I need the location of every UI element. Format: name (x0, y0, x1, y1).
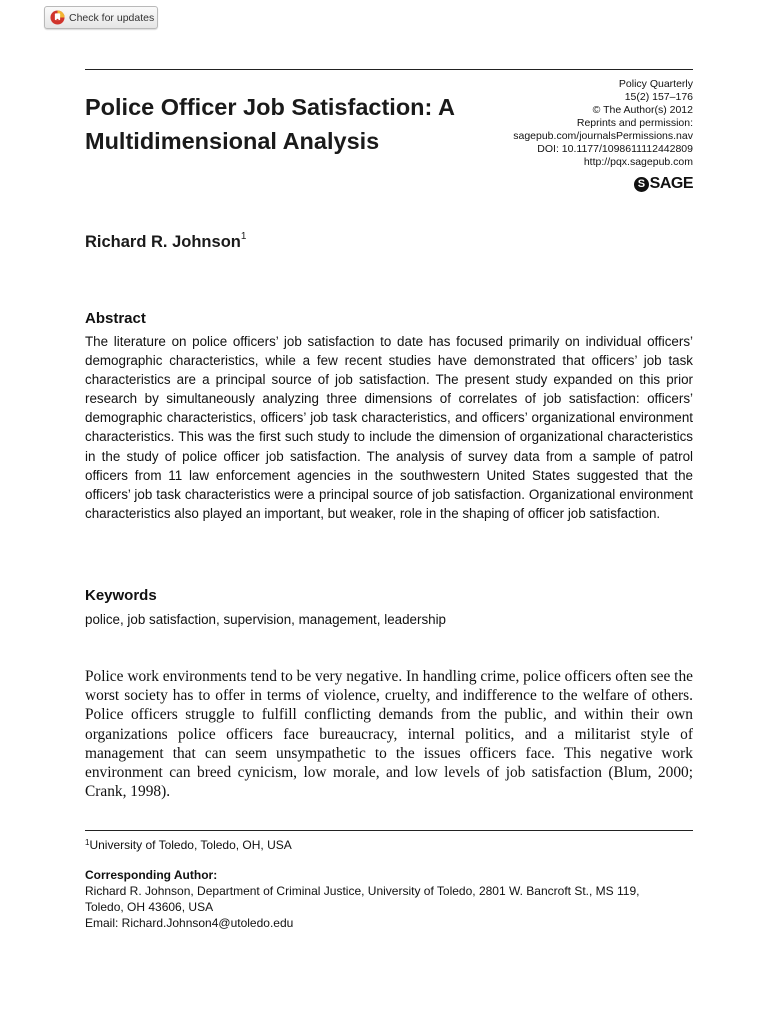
author-name-text: Richard R. Johnson (85, 233, 241, 251)
abstract-heading: Abstract (85, 310, 146, 327)
sage-logo-text: SAGE (649, 175, 693, 192)
corresponding-address-line1: Richard R. Johnson, Department of Criminal Justice, University of Toledo, 2801 W. Bancroft St., MS 119, (85, 884, 640, 898)
keywords-heading: Keywords (85, 587, 157, 604)
check-for-updates-button[interactable] (44, 6, 158, 29)
crossmark-icon (50, 10, 65, 25)
abstract-text: The literature on police officers’ job satisfaction to date has focused primarily on individual officers’ demographic characteristics, while a few recent studies have demonstrated that officers’ job task characteristics are a principal source of job satisfaction. The present study expanded on this prior research by simultaneously analyzing three dimensions of correlates of job satisfaction: officers’ demographic characteristics, officers’ job task characteristics, and officers’ organizational environment characteristics. This was the first such study to include the dimension of organizational characteristics in the study of police officer job satisfaction. The analysis of survey data from a sample of patrol officers from 11 law enforcement agencies in the southwestern United States suggested that the officers’ job task characteristics were a principal source of job satisfaction. Organizational environment characteristics also played an important, but weaker, role in the shaping of officer job satisfaction. (85, 334, 693, 521)
sage-logo-icon: S (634, 177, 649, 192)
article-title: Police Officer Job Satisfaction: A Multidimensional Analysis (85, 94, 455, 154)
journal-name: Policy Quarterly (618, 78, 693, 90)
affiliation-text: University of Toledo, Toledo, OH, USA (89, 838, 292, 852)
footnote-rule (85, 830, 693, 831)
doi[interactable]: DOI: 10.1177/1098611112442809 (537, 143, 693, 155)
permissions-link[interactable]: sagepub.com/journalsPermissions.nav (513, 130, 693, 142)
sage-logo (634, 175, 693, 193)
body-paragraph: Police work environments tend to be very negative. In handling crime, police officers often see the worst society has to offer in terms of violence, cruelty, and indifference to the welfare of others. Police officers struggle to fulfill conflicting demands from the public, and within their own organizations police officers face bureaucracy, internal politics, and a militarist style of management that can seem unsympathetic to the issues officers face. This negative work environment can breed cynicism, low morale, and low levels of job satisfaction (Blum, 2000; Crank, 1998). (85, 668, 693, 801)
keywords-text: police, job satisfaction, supervision, management, leadership (85, 612, 447, 627)
journal-volume: 15(2) 157–176 (624, 91, 693, 103)
journal-url[interactable]: http://pqx.sagepub.com (583, 156, 693, 168)
corresponding-address-line2: Toledo, OH 43606, USA (85, 900, 214, 914)
header-rule (85, 69, 693, 70)
journal-meta (433, 78, 693, 169)
corresponding-email[interactable]: Email: Richard.Johnson4@utoledo.edu (85, 916, 294, 930)
check-for-updates-label: Check for updates (69, 11, 155, 24)
corresponding-author-details (85, 883, 705, 931)
corresponding-author-heading: Corresponding Author: (85, 868, 218, 882)
copyright: © The Author(s) 2012 (592, 104, 693, 116)
author-affil-mark: 1 (240, 231, 247, 242)
author-name (85, 233, 246, 252)
reprints-label: Reprints and permission: (576, 117, 693, 129)
affiliation-footnote (85, 838, 292, 852)
affiliation-mark: 1 (85, 838, 90, 847)
